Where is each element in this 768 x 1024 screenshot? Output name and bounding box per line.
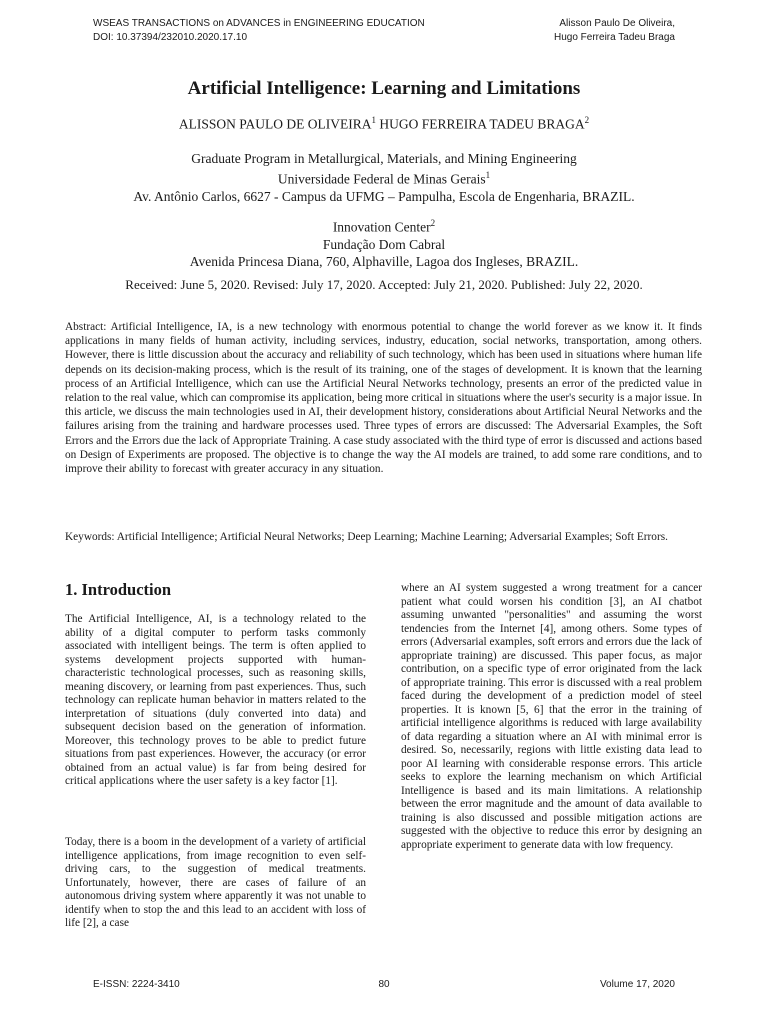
header-author-2: Hugo Ferreira Tadeu Braga [554, 32, 675, 43]
affiliation-2 [0, 215, 768, 270]
journal-name: WSEAS TRANSACTIONS on ADVANCES in ENGINEERING EDUCATION [93, 18, 425, 29]
affiliation-2-line-3: Avenida Princesa Diana, 760, Alphaville, Lagoa dos Ingleses, BRAZIL. [189, 253, 579, 269]
abstract: Abstract: Artificial Intelligence, IA, is a new technology with enormous potential to change the world forever as we know it. It finds applications in many fields of human activity, including services, industry, education, social networks, transportation, among others. However, there is little discussion about the accuracy and reliability of such technology, which has been used in situations where human life depends on its decision-making process, which is the result of its training, one of the stages of development. It is known that the learning process of an Artificial Intelligence, which can use the Artificial Neural Networks technology, presents an error of the predicted value in relation to the real value, which can compromise its application, being more critical in situations where the user's security is a major issue. In this article, we discuss the main technologies used in AI, their development history, considerations about Artificial Neural Networks and the failures arising from the training and hardware processes used. Three types of errors are discussed: The Adversarial Examples, the Soft Errors and the Errors due the lack of Appropriate Training. A case study associated with the third type of error is discussed and actions based on Design of Experiments are proposed. The objective is to change the way the AI models are trained, to add some rare conditions, and to improve their ability to forecast with greater accuracy in any situation. [65, 321, 702, 476]
affiliation-1-line-1: Graduate Program in Metallurgical, Materials, and Mining Engineering [191, 151, 577, 166]
author-1: ALISSON PAULO DE OLIVEIRA [178, 116, 372, 132]
author-list [0, 115, 768, 133]
intro-paragraph-2: Today, there is a boom in the development of a variety of artificial intelligence applications, from image recognition to even self-driving cars, to the suggestion of medical treatments. Unfortunately, however, there are cases of failure of an autonomous driving system where apparently it was not unable to identify when to stop the and this lead to an accident with loss of life [2], a case [65, 836, 366, 929]
header-right [554, 17, 675, 45]
keywords: Keywords: Artificial Intelligence; Artificial Neural Networks; Deep Learning; Machine Learning; Adversarial Examples; Soft Errors. [65, 531, 668, 543]
author-2: HUGO FERREIRA TADEU BRAGA [379, 116, 585, 132]
affiliation-1 [0, 150, 768, 205]
affiliation-2-line-2: Fundação Dom Cabral [322, 236, 446, 252]
affiliation-1-line-3: Av. Antônio Carlos, 6627 - Campus da UFMG – Pampulha, Escola de Engenharia, BRAZIL. [133, 188, 635, 204]
author-2-sup: 2 [584, 115, 590, 125]
affiliation-2-line-1: Innovation Center$^2$ [332, 218, 436, 235]
paper-title: Artificial Intelligence: Learning and Limitations [187, 78, 581, 99]
header-author-1: Alisson Paulo De Oliveira, [559, 18, 675, 29]
footer-volume: Volume 17, 2020 [599, 979, 675, 990]
author-1-sup: 1 [371, 115, 376, 125]
publication-dates: Received: June 5, 2020. Revised: July 17, 2020. Accepted: July 21, 2020. Published: July 22, 2020. [125, 277, 643, 292]
doi: DOI: 10.37394/232010.2020.17.10 [93, 32, 248, 43]
footer-page-number: 80 [378, 979, 390, 990]
intro-paragraph-3: where an AI system suggested a wrong treatment for a cancer patient what could worsen his condition [3], an AI chatbot assuming unwanted "personalities" and assuming the worst tendencies from the Internet [4], among others. Some types of errors (Adversarial examples, soft errors and errors due the lack of appropriate training) are discussed. This paper focus, as major contribution, on a specific type of error originated from the lack of appropriate training. This error is discussed with a real problem faced during the development of a prediction model of steel properties. It is known [5, 6] that the error in the training of artificial intelligence algorithms is reduced with large availability of data regarding a situation where an AI with minimal error is desired. So, necessarily, regions with little existing data lead to poor AI learning with considerable response errors. This article seeks to explore the learning mechanism on which Artificial Intelligence is based and its main limitations. A relationship between the error magnitude and the amount of data available to training is also discussed and possible mitigation actions are suggested with the objective to reduce this error by designing an appropriate experiment to generate data with low frequency. [401, 582, 702, 851]
affiliation-1-line-2: Universidade Federal de Minas Gerais$^1$ [277, 170, 491, 187]
header-left [93, 17, 425, 45]
section-heading-introduction: 1. Introduction [65, 580, 172, 599]
footer-issn: E-ISSN: 2224-3410 [93, 979, 180, 990]
intro-paragraph-1: The Artificial Intelligence, AI, is a technology related to the ability of a digital computer to perform tasks commonly associated with intelligent beings. The term is often applied to systems development projects supported with human-characteristic technological processes, such as reasoning skills, meaning discovery, or learning from past experiences. Thus, such technology can replicate human behavior in matters related to the interpretation of situations (duly converted into data) and subsequent decision based on the generation of information. Moreover, this technology proves to be able to predict future situations from past experiences. However, the accuracy (or error obtained from an actual value) is far from being desired for critical applications where the user safety is a key factor [1]. [65, 613, 366, 787]
